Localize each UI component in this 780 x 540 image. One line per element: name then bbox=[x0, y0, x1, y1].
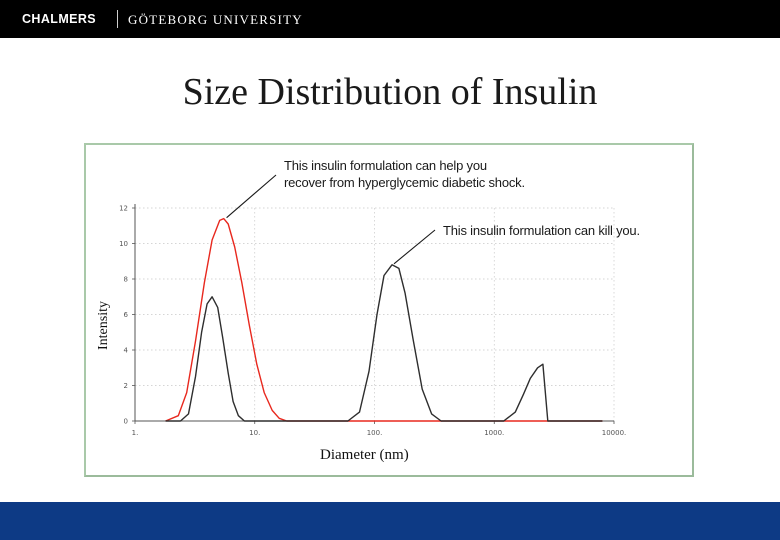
chalmers-logo-text: CHALMERS bbox=[22, 12, 97, 26]
x-tick-label: 10000. bbox=[601, 429, 627, 437]
slide-title: Size Distribution of Insulin bbox=[182, 71, 598, 113]
x-tick-label: 100. bbox=[366, 429, 383, 437]
y-tick-label: 12 bbox=[119, 204, 128, 213]
footer-bar bbox=[0, 502, 780, 540]
y-tick-label: 4 bbox=[123, 346, 128, 355]
annotation-arrow bbox=[394, 230, 435, 264]
annotation-line: This insulin formulation can help you bbox=[284, 158, 487, 173]
y-tick-label: 0 bbox=[123, 417, 128, 426]
annotation-arrow bbox=[227, 175, 276, 218]
y-tick-label: 6 bbox=[123, 311, 128, 319]
annotation-line: This insulin formulation can kill you. bbox=[443, 223, 640, 238]
series-line-black bbox=[166, 265, 603, 421]
annotation-can-kill bbox=[443, 222, 640, 239]
x-tick-label: 1. bbox=[131, 429, 139, 437]
y-tick-label: 10 bbox=[119, 240, 128, 248]
annotation-line: recover from hyperglycemic diabetic shock. bbox=[284, 175, 525, 190]
x-tick-label: 10. bbox=[249, 429, 261, 437]
annotation-help-recover bbox=[284, 157, 525, 191]
y-axis-label: Intensity bbox=[96, 301, 111, 350]
university-name: GÖTEBORG UNIVERSITY bbox=[128, 12, 303, 27]
y-tick-label: 8 bbox=[123, 275, 128, 284]
x-axis-label: Diameter (nm) bbox=[320, 447, 409, 463]
x-tick-label: 1000. bbox=[484, 429, 505, 437]
y-tick-label: 2 bbox=[123, 382, 128, 390]
